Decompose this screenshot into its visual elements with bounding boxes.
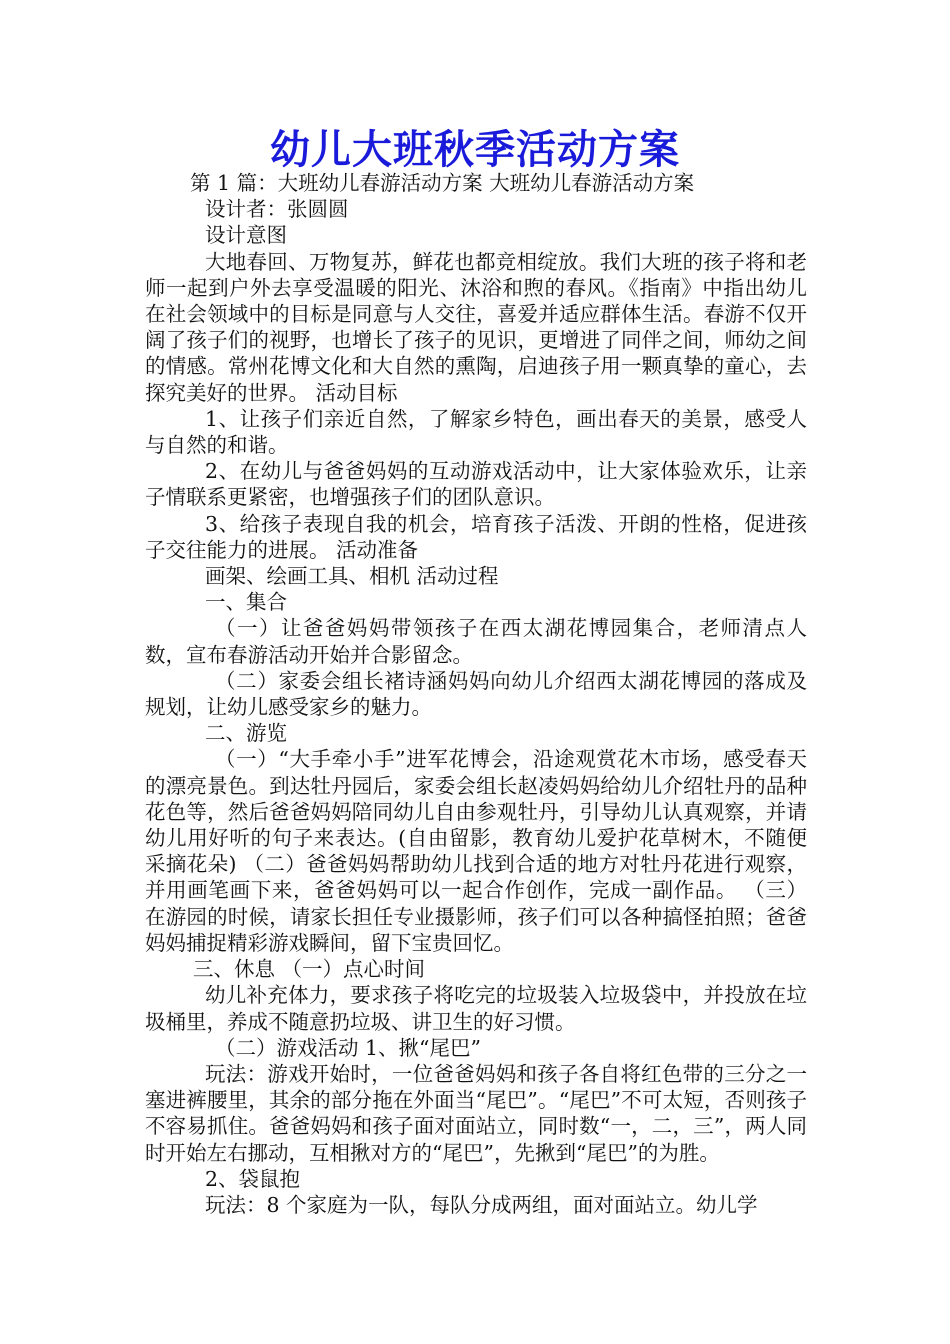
author-line: 设计者：张圆圆 [205,197,349,222]
paragraph: 幼儿补充体力，要求孩子将吃完的垃圾装入垃圾袋中，并投放在垃圾桶里，养成不随意扔垃圾、讲卫生的好习惯。 [145,983,807,1034]
paragraph: 玩法：8 个家庭为一队，每队分成两组，面对面站立。幼儿学 [205,1192,758,1217]
paragraph: 一、集合 [205,590,287,615]
document-body [145,170,807,1218]
section-heading: 第 1 篇：大班幼儿春游活动方案 大班幼儿春游活动方案 [190,171,695,195]
paragraph: （一）“大手牵小手”进军花博会，沿途观赏花木市场，感受春天的漂亮景色。到达牡丹园后，家委会组长赵凌妈妈给幼儿介绍牡丹的品种花色等，然后爸爸妈妈陪同幼儿自由参观牡丹，引导幼儿认真观察，并请幼儿用好听的句子来表达。(自由留影，教育幼儿爱护花草树木，不随便采摘花朵) （二）爸爸妈妈帮助幼儿找到合适的地方对牡丹花进行观察，并用画笔画下来，爸爸妈妈可以一起合作创作，完成一副作品。 （三）在游园的时候，请家长担任专业摄影师，孩子们可以各种搞怪拍照；爸爸妈妈捕捉精彩游戏瞬间，留下宝贵回忆。 [145,747,807,955]
paragraph: 大地春回、万物复苏，鲜花也都竞相绽放。我们大班的孩子将和老师一起到户外去享受温暖的阳光、沐浴和煦的春风。《指南》中指出幼儿在社会领域中的目标是同意与人交往，喜爱并适应群体生活。春游不仅开阔了孩子们的视野，也增长了孩子的见识，更增进了同伴之间，师幼之间的情感。常州花博文化和大自然的熏陶，启迪孩子用一颗真挚的童心，去探究美好的世界。 活动目标 [145,249,807,405]
paragraph: 三、休息 （一）点心时间 [193,957,426,982]
paragraph: 2、在幼儿与爸爸妈妈的互动游戏活动中，让大家体验欢乐，让亲子情联系更紧密，也增强孩子们的团队意识。 [145,459,807,510]
paragraph: 2、袋鼠抱 [205,1166,301,1191]
paragraph: 1、让孩子们亲近自然，了解家乡特色，画出春天的美景，感受人与自然的和谐。 [145,406,807,458]
document-title: 幼儿大班秋季活动方案 [270,127,680,173]
paragraph: 二、游览 [205,721,287,746]
paragraph: （二）游戏活动 1、揪“尾巴” [215,1035,482,1060]
paragraph: 玩法：游戏开始时，一位爸爸妈妈和孩子各自将红色带的三分之一塞进裤腰里，其余的部分拖在外面当“尾巴”。“尾巴”不可太短，否则孩子不容易抓住。爸爸妈妈和孩子面对面站立，同时数“一，二，三”，两人同时开始左右挪动，互相揪对方的“尾巴”，先揪到“尾巴”的为胜。 [145,1061,807,1165]
paragraph: 3、给孩子表现自我的机会，培育孩子活泼、开朗的性格，促进孩子交往能力的进展。 活动准备 [145,511,807,562]
paragraph: （一）让爸爸妈妈带领孩子在西太湖花博园集合，老师清点人数，宣布春游活动开始并合影留念。 [145,616,807,667]
subheading: 设计意图 [205,223,287,248]
paragraph: 画架、绘画工具、相机 活动过程 [205,564,499,589]
paragraph: （二）家委会组长褚诗涵妈妈向幼儿介绍西太湖花博园的落成及规划，让幼儿感受家乡的魅力。 [145,668,807,720]
